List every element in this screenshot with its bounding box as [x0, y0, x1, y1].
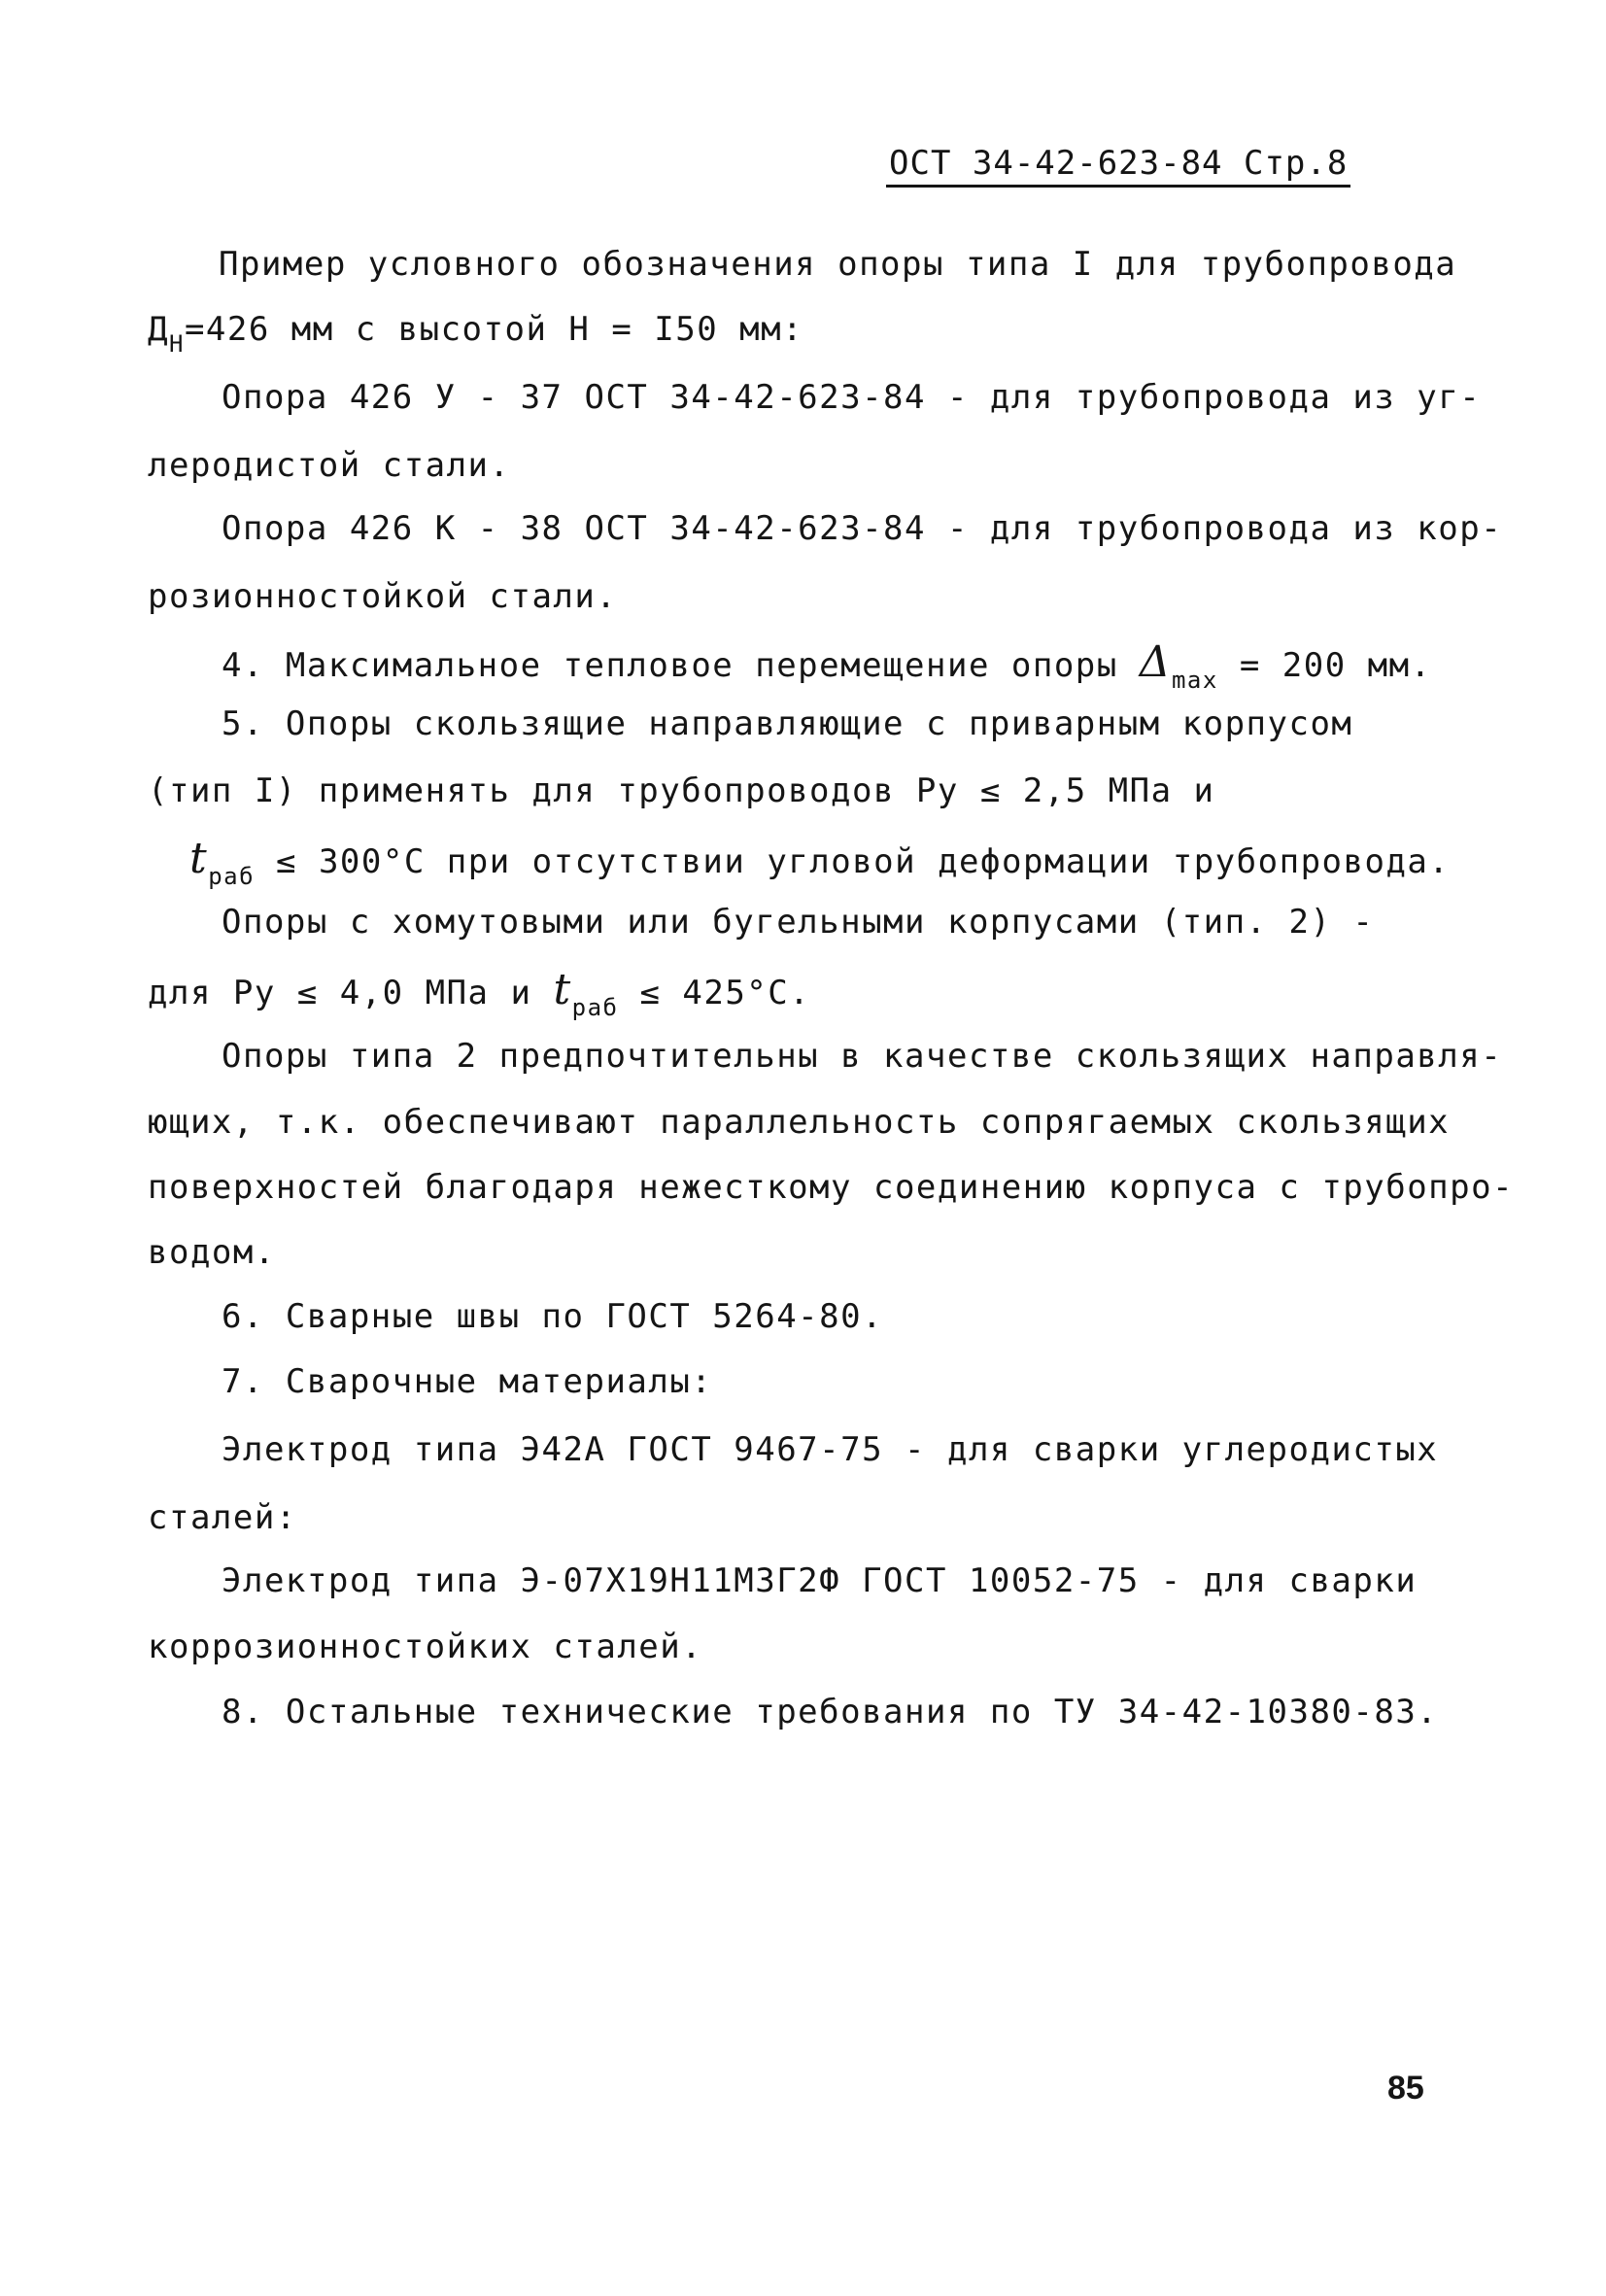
- diameter-height-text: =426 мм с высотой Н = I50 мм:: [184, 310, 804, 349]
- document-code-header: ОСТ 34-42-623-84 Стр.8: [889, 144, 1349, 183]
- temperature-condition-text: ≤ 300°С при отсутствии угловой деформации трубопровода.: [255, 842, 1451, 881]
- page-number: 85: [1387, 2070, 1424, 2107]
- paragraph-carbon-steel-cont: леродистой стали.: [148, 446, 511, 485]
- paragraph-type-2-preference-cont-1: ющих, т.к. обеспечивают параллельность сопрягаемых скользящих: [148, 1103, 1451, 1142]
- paragraph-item-8: 8. Остальные технические требования по ТУ 34-42-10380-83.: [222, 1693, 1439, 1731]
- paragraph-item-5-temperature: [189, 834, 1451, 890]
- diameter-subscript: Н: [168, 330, 185, 358]
- paragraph-diameter-height: [148, 310, 804, 358]
- paragraph-type-2-preference-cont-3: водом.: [148, 1233, 276, 1272]
- diameter-symbol: Д: [148, 310, 169, 349]
- paragraph-item-5: 5. Опоры скользящие направляющие с приварным корпусом: [222, 704, 1353, 743]
- paragraph-clamp-supports-limits: [148, 965, 811, 1021]
- temperature-subscript: раб: [208, 863, 256, 890]
- paragraph-example-intro: Пример условного обозначения опоры типа I для трубопровода: [219, 245, 1457, 284]
- delta-subscript: max: [1171, 667, 1218, 694]
- paragraph-item-5-cont: (тип I) применять для трубопроводов Ру ≤ 2,5 МПа и: [148, 771, 1215, 810]
- paragraph-electrode-stainless-cont: коррозионностойких сталей.: [148, 1628, 703, 1666]
- paragraph-clamp-supports: Опоры с хомутовыми или бугельными корпусами (тип. 2) -: [222, 903, 1375, 942]
- paragraph-electrode-carbon: Электрод типа Э42А ГОСТ 9467-75 - для сварки углеродистых: [222, 1430, 1439, 1469]
- temperature-limit-text: ≤ 425°С.: [618, 974, 811, 1012]
- paragraph-type-2-preference: Опоры типа 2 предпочтительны в качестве скользящих направля-: [222, 1037, 1503, 1076]
- paragraph-stainless-designation: Опора 426 К - 38 ОСТ 34-42-623-84 - для трубопровода из кор-: [222, 509, 1503, 548]
- paragraph-item-4: [222, 637, 1432, 694]
- paragraph-carbon-steel-designation: Опора 426 У - 37 ОСТ 34-42-623-84 - для трубопровода из уг-: [222, 378, 1482, 417]
- paragraph-item-6: 6. Сварные швы по ГОСТ 5264-80.: [222, 1297, 884, 1336]
- pressure-limit-text: для Ру ≤ 4,0 МПа и: [148, 974, 554, 1012]
- item-4-text: 4. Максимальное тепловое перемещение опоры: [222, 646, 1140, 685]
- paragraph-item-7: 7. Сварочные материалы:: [222, 1362, 713, 1401]
- temperature-symbol-2: t: [553, 965, 572, 1014]
- paragraph-electrode-carbon-cont: сталей:: [148, 1498, 297, 1537]
- paragraph-electrode-stainless: Электрод типа Э-07Х19Н11М3Г2Ф ГОСТ 10052-75 - для сварки: [222, 1561, 1418, 1600]
- delta-symbol: Δ: [1139, 637, 1172, 687]
- temperature-symbol: t: [189, 834, 209, 883]
- paragraph-type-2-preference-cont-2: поверхностей благодаря нежесткому соединению корпуса с трубопро-: [148, 1168, 1515, 1207]
- temperature-subscript-2: раб: [571, 994, 619, 1021]
- item-4-value: = 200 мм.: [1217, 646, 1432, 685]
- header-underline: [886, 185, 1350, 188]
- paragraph-stainless-cont: розионностойкой стали.: [148, 577, 618, 616]
